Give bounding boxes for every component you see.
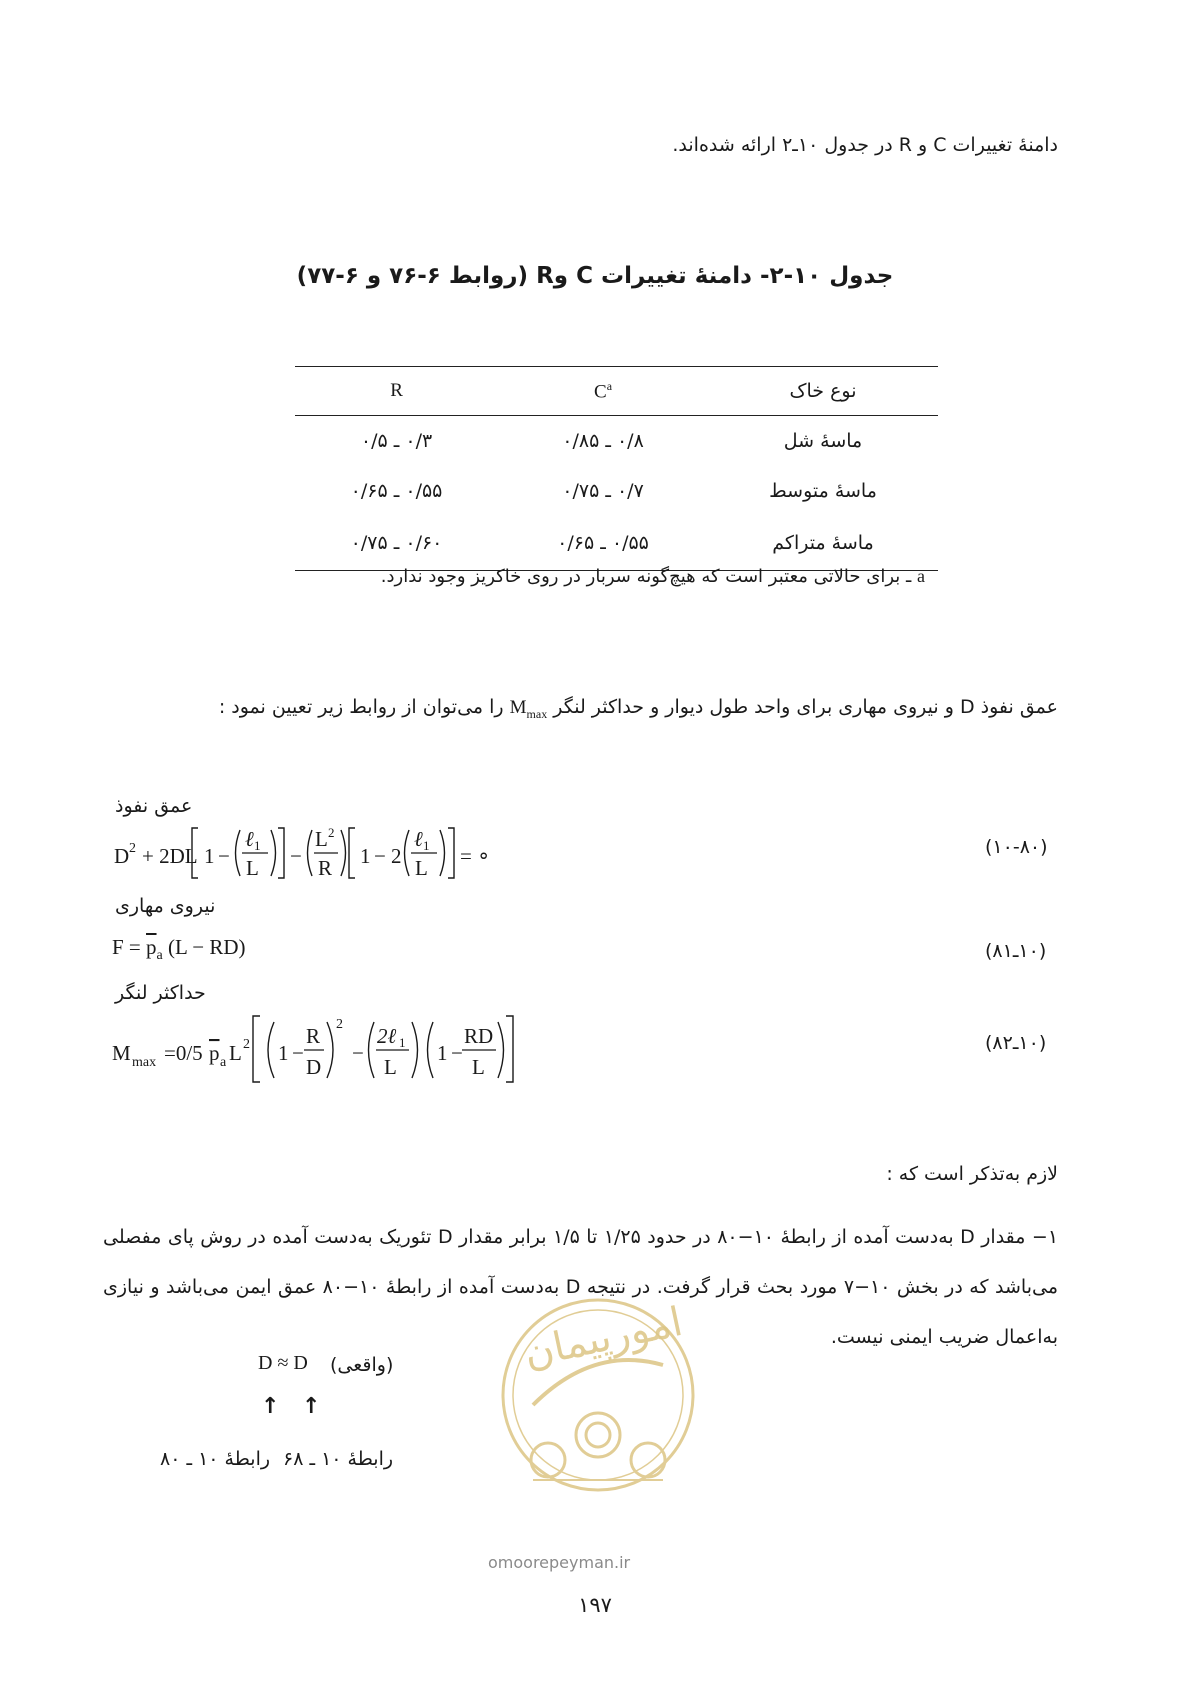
svg-text:D: D: [114, 844, 130, 868]
intro-text: دامنهٔ تغییرات C و R در جدول ۱۰ـ۲ ارائه شده‌اند.: [672, 134, 1058, 156]
svg-text:2: 2: [336, 1017, 343, 1032]
header-r: R: [295, 367, 498, 416]
svg-text:M: M: [112, 1041, 131, 1065]
footnote-text: ـ برای حالاتی معتبر است که هیچ‌گونه سربار در روی خاکریز وجود ندارد.: [380, 566, 912, 587]
svg-text:1: 1: [360, 844, 371, 868]
header-c: $C^a$: [498, 367, 708, 416]
svg-text:ℓ: ℓ: [414, 827, 423, 851]
svg-text:a: a: [220, 1055, 227, 1070]
svg-text:L: L: [315, 827, 328, 851]
svg-text:1: 1: [437, 1041, 448, 1065]
svg-text:ℓ: ℓ: [245, 827, 254, 851]
eq81-label: نیروی مهاری: [115, 895, 216, 917]
svg-text:2: 2: [328, 825, 335, 840]
svg-text:1: 1: [254, 838, 261, 853]
table-row: [295, 466, 938, 516]
svg-text:= ∘: = ∘: [460, 844, 491, 868]
equation-82: [112, 1008, 562, 1088]
paragraph-intro-equations: عمق نفوذ D و نیروی مهاری برای واحد طول دیوار و حداکثر لنگر $M_{max}$ را می‌توان از روابط زیر تعیین نمود :: [218, 696, 1058, 721]
svg-text:−: −: [290, 844, 302, 868]
relation-68-label: رابطهٔ ۱۰ ـ ۶۸: [283, 1448, 394, 1470]
equation-80: [112, 818, 552, 886]
svg-text:2: 2: [129, 841, 136, 856]
eq82-number: (۱۰ـ۸۲): [985, 1032, 1047, 1054]
arrow-up-icon: ↑: [302, 1394, 321, 1419]
svg-text:−: −: [292, 1041, 304, 1065]
eq82-label: حداکثر لنگر: [115, 982, 206, 1004]
cell-c: ۰/۸ ـ ۰/۸۵: [562, 430, 644, 452]
eq81-number: (۱۰ـ۸۱): [985, 940, 1047, 962]
table-footnote: [381, 566, 925, 587]
svg-text:R: R: [306, 1024, 321, 1048]
svg-text:L: L: [415, 856, 428, 880]
page-number: ۱۹۷: [578, 1593, 612, 1617]
arrow-up-icon: ↑: [261, 1394, 280, 1419]
d-approx-d: D ≈ D: [258, 1352, 308, 1374]
svg-text:−: −: [218, 844, 230, 868]
svg-text:D: D: [306, 1055, 322, 1079]
cell-r: ۰/۶۰ ـ ۰/۷۵: [295, 516, 498, 571]
header-soil-type: نوع خاک: [708, 367, 938, 416]
footnote-mark: a: [917, 566, 925, 586]
svg-text:1: 1: [399, 1035, 406, 1050]
cell-r: ۰/۳ ـ ۰/۵: [360, 430, 433, 452]
svg-text:1: 1: [423, 838, 430, 853]
note-intro: لازم به‌تذکر است که :: [886, 1163, 1058, 1185]
cell-soil: ماسهٔ متوسط: [769, 480, 877, 502]
svg-text:2: 2: [243, 1037, 250, 1052]
logo-text: امورپیمان: [519, 1298, 687, 1378]
list-item-1: ۱− مقدار D به‌دست آمده از رابطهٔ ۱۰−۸۰ در حدود ۱/۲۵ تا ۱/۵ برابر مقدار D تئوریک به‌دست آمده در روش پای مفصلی می‌باشد که در بخش ۱۰−۷ مورد بحث قرار گرفت. در نتیجه D به‌دست آمده از رابطهٔ ۱۰−۸۰ عمق ایمن می‌باشد و نیازی به‌اعمال ضریب ایمنی نیست.: [103, 1226, 1059, 1348]
svg-text:1: 1: [278, 1041, 289, 1065]
table-row: [295, 416, 938, 467]
svg-text:−: −: [374, 844, 386, 868]
svg-text:1: 1: [204, 844, 215, 868]
table-caption: جدول ۱۰-۲- دامنهٔ تغییرات C وR (روابط ۶-۷۶ و ۶-۷۷): [296, 263, 894, 289]
svg-text:L: L: [472, 1055, 485, 1079]
watermark-url: omoorepeyman.ir: [488, 1553, 631, 1572]
relation-80-label: رابطهٔ ۱۰ ـ ۸۰: [160, 1448, 271, 1470]
svg-text:=0/5: =0/5: [164, 1041, 203, 1065]
table-row: [295, 516, 938, 571]
svg-text:R: R: [318, 856, 333, 880]
svg-text:RD: RD: [464, 1024, 494, 1048]
table-header-row: [295, 367, 938, 416]
svg-text:2: 2: [391, 844, 402, 868]
cell-soil: ماسهٔ متراکم: [708, 516, 938, 571]
svg-text:−: −: [451, 1041, 463, 1065]
soil-coefficient-table: [295, 366, 938, 571]
svg-text:L: L: [229, 1041, 242, 1065]
svg-text:2ℓ: 2ℓ: [377, 1024, 397, 1048]
equation-81: $F = \overline{p}_a$ (L − RD): [112, 935, 246, 964]
eq80-label: عمق نفوذ: [115, 795, 193, 817]
cell-soil: ماسهٔ شل: [783, 430, 863, 452]
svg-text:−: −: [352, 1041, 364, 1065]
eq80-number: (۱۰-۸۰): [985, 836, 1048, 858]
svg-text:max: max: [132, 1055, 157, 1070]
svg-text:L: L: [246, 856, 259, 880]
svg-text:p: p: [209, 1041, 220, 1065]
real-label: (واقعی): [330, 1354, 394, 1376]
cell-r: ۰/۵۵ ـ ۰/۶۵: [350, 480, 443, 502]
svg-text:+ 2DL: + 2DL: [142, 844, 198, 868]
cell-c: ۰/۵۵ ـ ۰/۶۵: [498, 516, 708, 571]
cell-c: ۰/۷ ـ ۰/۷۵: [562, 480, 644, 502]
svg-text:L: L: [384, 1055, 397, 1079]
